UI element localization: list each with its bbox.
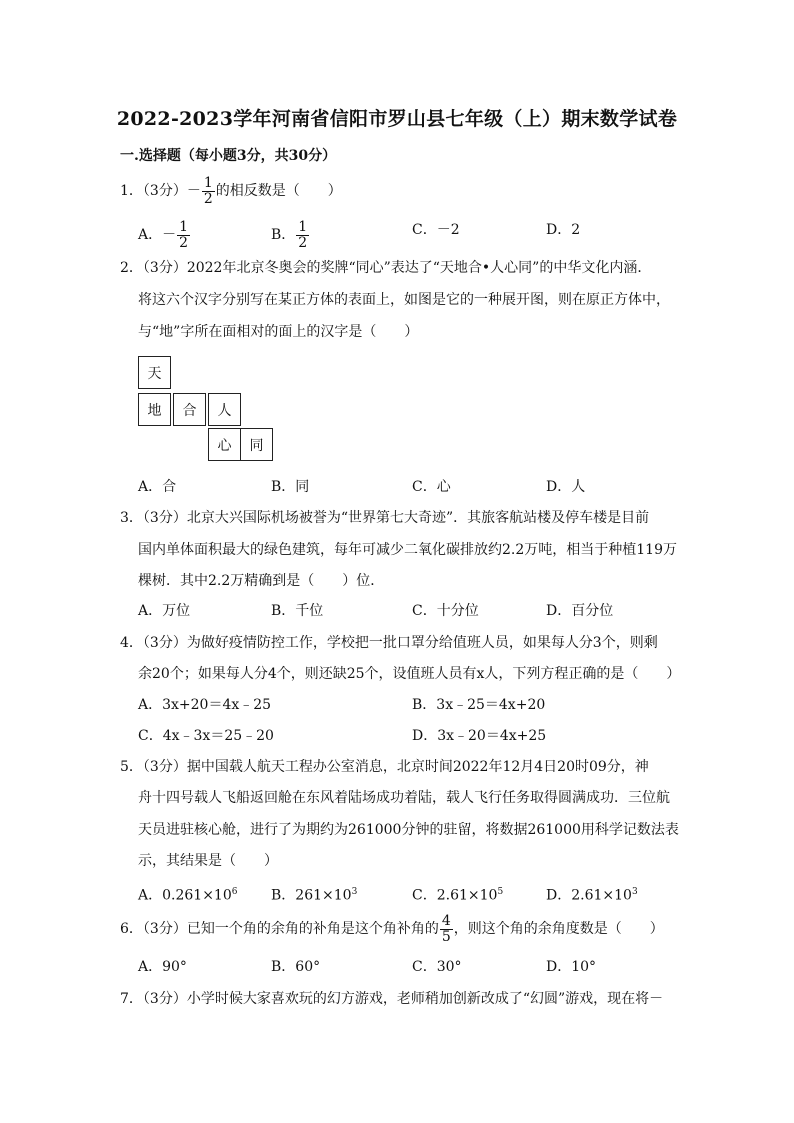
net-cell-he: 合 (173, 393, 206, 426)
net-cell-xin: 心 (208, 428, 241, 461)
question-1 (120, 176, 342, 206)
q3-option-d[interactable]: D．百分位 (546, 603, 614, 619)
q6-option-c[interactable]: C．30° (412, 959, 462, 975)
q2-option-c[interactable]: C．心 (412, 479, 451, 495)
q6-option-d[interactable]: D．10° (546, 959, 597, 975)
q6-option-b[interactable]: B．60° (271, 959, 321, 975)
net-cell-ren: 人 (208, 393, 241, 426)
q5-option-a[interactable]: A．$0.261\times 10^6$ (138, 887, 238, 904)
q3-line-3: 棵树．其中2.2万精确到是（ ）位． (138, 573, 385, 589)
cube-net-figure (138, 356, 278, 462)
q2-line-2: 将这六个汉字分别写在某正方体的表面上，如图是它的一种展开图，则在原正方体中， (138, 292, 670, 308)
q4-line-1: 4．（3分）为做好疫情防控工作，学校把一批口罩分给值班人员，如果每人分3个，则剩 (120, 635, 658, 651)
q6-option-a[interactable]: A．90° (138, 959, 187, 975)
q5-line-4: 示，其结果是（ ） (138, 853, 278, 869)
q6-prefix: 6．（3分）已知一个角的余角的补角是这个角补角的 (120, 921, 439, 938)
q5-option-c[interactable]: C．$2.61\times 10^5$ (412, 887, 504, 904)
exam-title: 2022-2023学年河南省信阳市罗山县七年级（上）期末数学试卷 (116, 108, 678, 130)
q3-option-a[interactable]: A．万位 (138, 603, 191, 619)
q4-option-a[interactable]: A．3x+20＝4x﹣25 (138, 697, 272, 713)
q2-line-3: 与“地”字所在面相对的面上的汉字是（ ） (138, 324, 419, 340)
section-heading: 一.选择题（每小题3分，共30分） (120, 148, 337, 164)
q3-line-1: 3．（3分）北京大兴国际机场被誉为“世界第七大奇迹”．其旅客航站楼及停车楼是目前 (120, 510, 650, 526)
q4-option-d[interactable]: D．3x﹣20＝4x+25 (412, 728, 547, 744)
q2-option-a[interactable]: A．合 (138, 479, 177, 495)
q7-line-1: 7．（3分）小学时候大家喜欢玩的幻方游戏，老师稍加创新改成了“幻圆”游戏，现在将－ (120, 991, 664, 1007)
q4-option-c[interactable]: C．4x﹣3x＝25﹣20 (138, 728, 274, 744)
q5-option-d[interactable]: D．$2.61\times 10^3$ (546, 887, 638, 904)
q4-line-2: 余20个；如果每人分4个，则还缺25个，设值班人员有x人，下列方程正确的是（ ） (138, 666, 681, 682)
net-cell-di: 地 (138, 393, 171, 426)
q3-option-c[interactable]: C．十分位 (412, 603, 479, 619)
q1-suffix: 的相反数是（ ） (215, 183, 342, 200)
q6-fraction: $\frac{4}{5}$ (441, 913, 451, 945)
q1-option-d[interactable]: D．2 (546, 222, 581, 238)
q5-line-2: 舟十四号载人飞船返回舱在东风着陆场成功着陆，载人飞行任务取得圆满成功．三位航 (138, 790, 670, 806)
net-cell-tong: 同 (240, 428, 273, 461)
q5-option-b[interactable]: B．$261\times 10^3$ (271, 887, 358, 904)
net-cell-tian: 天 (138, 356, 171, 389)
q2-line-1: 2．（3分）2022年北京冬奥会的奖牌“同心”表达了“天地合•人心同”的中华文化内涵． (120, 260, 652, 276)
q1-option-a[interactable]: A．－ $\frac{1}{2}$ (138, 219, 189, 251)
q5-line-3: 天员进驻核心舱，进行了为期约为261000分钟的驻留，将数据261000用科学记数法表 (138, 822, 679, 838)
q6-suffix: ，则这个角的余角度数是（ ） (453, 921, 664, 938)
q1-fraction: $\frac{1}{2}$ (203, 175, 213, 207)
q1-prefix: 1．（3分）－ (120, 183, 201, 200)
q3-option-b[interactable]: B．千位 (271, 603, 324, 619)
q1-option-c[interactable]: C．－2 (412, 222, 460, 238)
q4-option-b[interactable]: B．3x﹣25＝4x+20 (412, 697, 546, 713)
q2-option-d[interactable]: D．人 (546, 479, 586, 495)
q5-line-1: 5．（3分）据中国载人航天工程办公室消息，北京时间2022年12月4日20时09分，神 (120, 759, 649, 775)
question-6 (120, 914, 664, 944)
q3-line-2: 国内单体面积最大的绿色建筑，每年可减少二氧化碳排放约2.2万吨，相当于种植119万 (138, 542, 677, 558)
q1-option-b[interactable]: B． $\frac{1}{2}$ (271, 219, 308, 251)
q2-option-b[interactable]: B．同 (271, 479, 310, 495)
